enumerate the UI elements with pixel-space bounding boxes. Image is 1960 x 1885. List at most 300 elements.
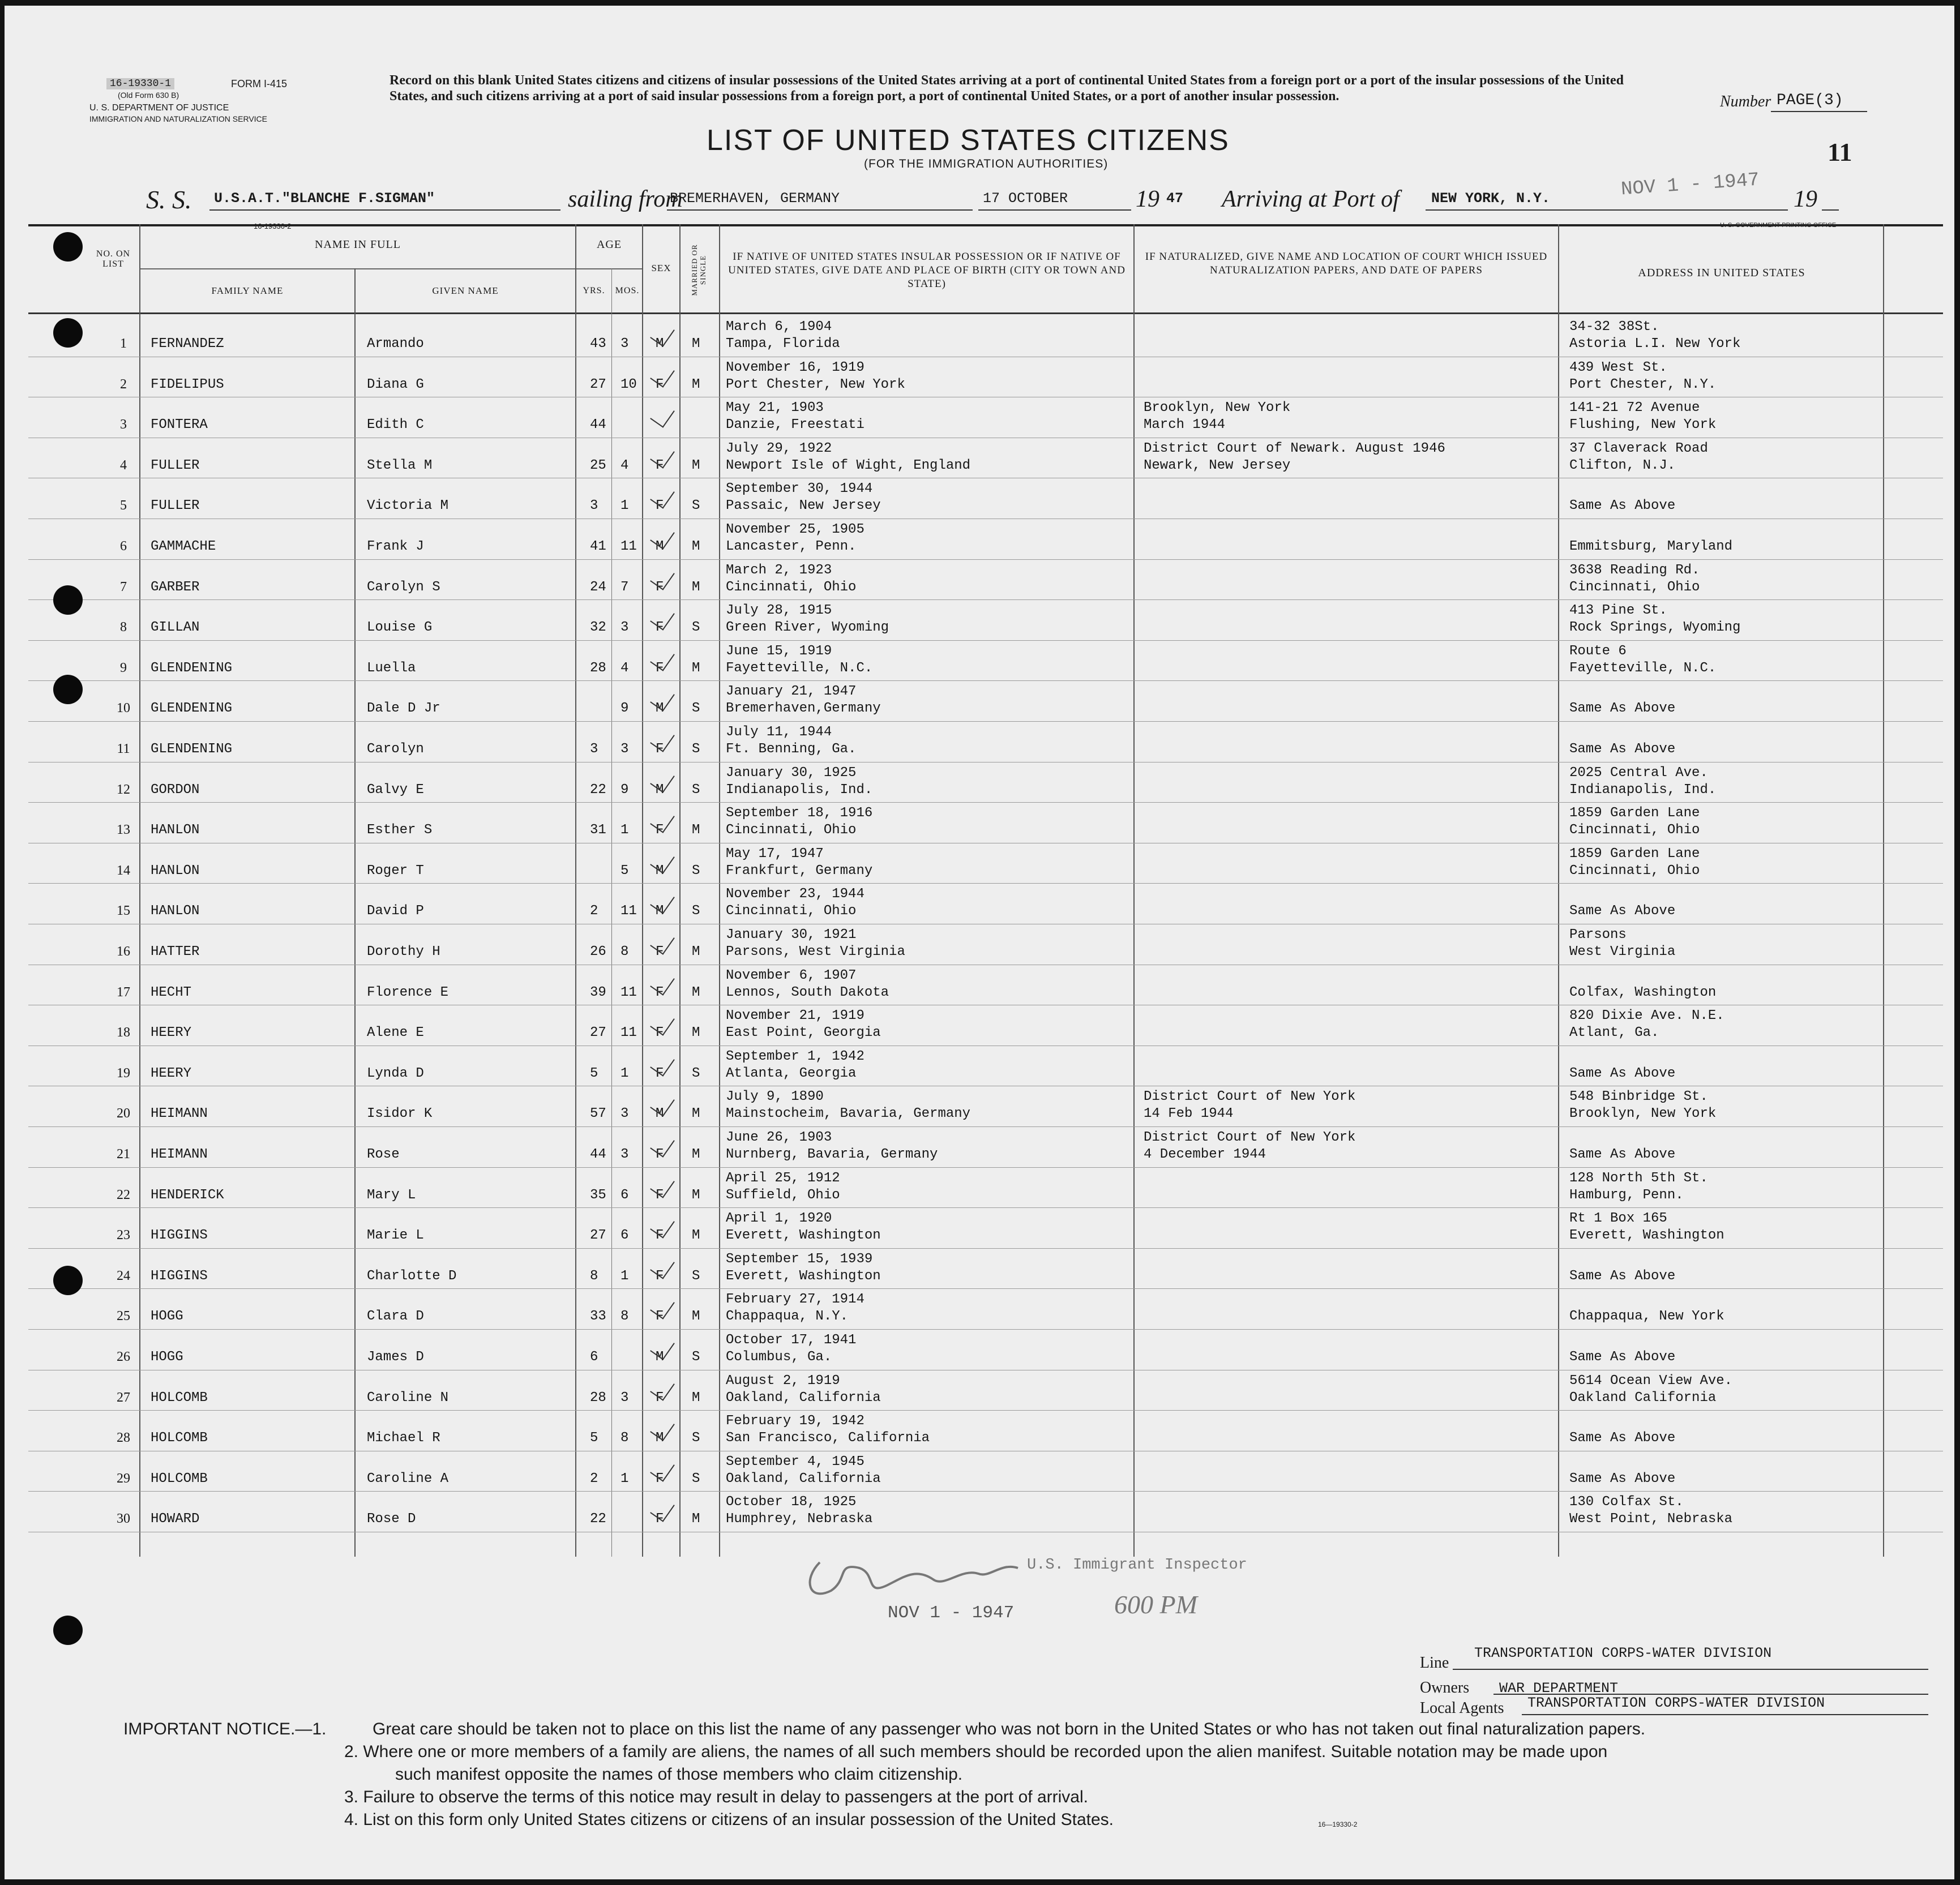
checkmark-icon	[650, 564, 675, 590]
cell-birth1: July 28, 1915	[726, 603, 832, 619]
form-number: FORM I-415	[231, 78, 288, 89]
cell-no: 24	[117, 1268, 130, 1283]
cell-birth2: East Point, Georgia	[726, 1025, 881, 1041]
cell-yrs: 27	[590, 376, 606, 392]
cell-given: Frank J	[367, 539, 424, 554]
cell-yrs: 2	[590, 903, 598, 919]
cell-sex: F	[656, 1390, 664, 1406]
checkmark-icon	[650, 1132, 675, 1158]
cell-no: 20	[117, 1106, 130, 1121]
cell-addr1: 141-21 72 Avenue	[1569, 400, 1700, 416]
cell-birth2: San Francisco, California	[726, 1430, 930, 1446]
cell-birth1: January 30, 1925	[726, 765, 857, 781]
cell-birth1: October 18, 1925	[726, 1494, 857, 1510]
cell-ms: M	[692, 1147, 700, 1162]
col-address: ADDRESS IN UNITED STATES	[1638, 267, 1805, 279]
checkmark-icon	[650, 807, 675, 833]
inspector-signature	[797, 1545, 1035, 1608]
checkmark-icon	[650, 402, 675, 428]
cell-birth1: September 1, 1942	[726, 1048, 865, 1064]
cell-birth2: Everett, Washington	[726, 1268, 881, 1284]
cell-no: 11	[117, 742, 130, 756]
cell-birth2: Atlanta, Georgia	[726, 1065, 857, 1081]
cell-yrs: 35	[590, 1187, 606, 1203]
cell-birth1: January 21, 1947	[726, 684, 857, 700]
cell-addr2: Emmitsburg, Maryland	[1569, 539, 1733, 554]
cell-given: Florence E	[367, 984, 449, 1000]
row-divider	[28, 1329, 1943, 1330]
cell-sex: M	[656, 863, 664, 879]
col-name-in-full: NAME IN FULL	[315, 238, 401, 251]
cell-yrs: 3	[590, 498, 598, 514]
checkmark-icon	[650, 767, 675, 793]
cell-sex: F	[656, 984, 664, 1000]
cell-birth1: January 30, 1921	[726, 927, 857, 942]
cell-mos: 3	[620, 1147, 629, 1162]
row-divider	[28, 1248, 1943, 1249]
cell-addr2: West Virginia	[1569, 944, 1676, 959]
checkmark-icon	[650, 605, 675, 631]
row-divider	[28, 1288, 1943, 1289]
cell-addr2: Cincinnati, Ohio	[1569, 822, 1700, 838]
cell-mos: 3	[620, 336, 629, 352]
manifest-sheet	[5, 6, 1954, 1879]
row-divider	[28, 883, 1943, 884]
cell-birth2: Mainstocheim, Bavaria, Germany	[726, 1106, 971, 1122]
cell-mos: 9	[620, 701, 629, 717]
form-code-box: 16-19330-1	[106, 78, 174, 89]
cell-addr1: 2025 Central Ave.	[1569, 765, 1708, 781]
cell-given: Roger T	[367, 863, 424, 879]
cell-mos: 4	[620, 660, 629, 676]
checkmark-icon	[650, 645, 675, 671]
checkmark-icon	[650, 1497, 675, 1523]
cell-mos: 11	[620, 539, 637, 554]
cell-birth2: Ft. Benning, Ga.	[726, 742, 857, 757]
row-divider	[28, 721, 1943, 722]
cell-addr2: West Point, Nebraska	[1569, 1511, 1733, 1527]
cell-birth1: July 29, 1922	[726, 440, 832, 456]
sailing-from: BREMERHAVEN, GERMANY	[670, 190, 840, 207]
cell-sex: F	[656, 1268, 664, 1284]
cell-addr1: 5614 Ocean View Ave.	[1569, 1373, 1733, 1389]
cell-family: HEERY	[151, 1065, 192, 1081]
cell-family: GLENDENING	[151, 701, 233, 717]
cell-ms: M	[692, 1228, 700, 1244]
cell-mos: 8	[620, 1309, 629, 1325]
cell-birth2: Indianapolis, Ind.	[726, 782, 873, 798]
cell-yrs: 22	[590, 782, 606, 798]
col-family-name: FAMILY NAME	[211, 285, 284, 296]
cell-no: 10	[117, 701, 130, 716]
cell-family: GORDON	[151, 782, 200, 798]
arrival-date-stamp: NOV 1 - 1947	[1620, 169, 1760, 201]
cell-given: Luella	[367, 660, 416, 676]
cell-no: 14	[117, 863, 130, 878]
cell-ms: S	[692, 620, 700, 636]
row-divider	[28, 1207, 1943, 1208]
cell-mos: 11	[620, 903, 637, 919]
printing-office: U. S. GOVERNMENT PRINTING OFFICE	[1720, 222, 1837, 229]
cell-birth2: Cincinnati, Ohio	[726, 903, 857, 919]
cell-sex: F	[656, 579, 664, 595]
cell-mos: 3	[620, 620, 629, 636]
cell-addr2: Fayetteville, N.C.	[1569, 660, 1717, 676]
cell-sex: F	[656, 1511, 664, 1527]
cell-birth2: Oakland, California	[726, 1471, 881, 1486]
department: U. S. DEPARTMENT OF JUSTICE	[89, 103, 229, 113]
col-mos: MOS.	[615, 286, 640, 295]
year-prefix: 19	[1136, 186, 1159, 212]
cell-ms: M	[692, 660, 700, 676]
cell-given: Alene E	[367, 1025, 424, 1041]
cell-family: HOWARD	[151, 1511, 200, 1527]
cell-yrs: 31	[590, 822, 606, 838]
punch-hole-icon	[53, 1266, 83, 1295]
cell-birth1: March 6, 1904	[726, 319, 832, 335]
cell-family: FULLER	[151, 498, 200, 514]
form-code-small: 16-19330-2	[254, 222, 292, 230]
cell-addr1: 37 Claverack Road	[1569, 440, 1708, 456]
punch-hole-icon	[53, 1616, 83, 1645]
cell-family: GARBER	[151, 579, 200, 595]
cell-sex: F	[656, 660, 664, 676]
ss-label: S. S.	[146, 185, 192, 214]
cell-yrs: 39	[590, 984, 606, 1000]
cell-sex: F	[656, 1228, 664, 1244]
cell-mos: 1	[620, 822, 629, 838]
cell-family: HOGG	[151, 1350, 183, 1365]
cell-mos: 3	[620, 742, 629, 757]
cell-yrs: 27	[590, 1228, 606, 1244]
cell-yrs: 27	[590, 1025, 606, 1041]
cell-yrs: 28	[590, 660, 606, 676]
checkmark-icon	[650, 321, 675, 347]
row-divider	[28, 640, 1943, 641]
cell-birth1: November 6, 1907	[726, 967, 857, 983]
cell-family: HEIMANN	[151, 1147, 208, 1162]
cell-family: HATTER	[151, 944, 200, 959]
cell-ms: M	[692, 984, 700, 1000]
cell-nat1: Brooklyn, New York	[1144, 400, 1291, 416]
cell-ms: M	[692, 1511, 700, 1527]
cell-addr2: Same As Above	[1569, 1065, 1676, 1081]
cell-sex: M	[656, 336, 664, 352]
page-title: LIST OF UNITED STATES CITIZENS	[707, 124, 1230, 157]
cell-given: Rose D	[367, 1511, 416, 1527]
cell-birth2: Green River, Wyoming	[726, 620, 889, 636]
cell-birth2: Suffield, Ohio	[726, 1187, 840, 1203]
cell-yrs: 2	[590, 1471, 598, 1486]
cell-family: HOLCOMB	[151, 1430, 208, 1446]
cell-family: FULLER	[151, 457, 200, 473]
checkmark-icon	[650, 1010, 675, 1036]
cell-ms: S	[692, 863, 700, 879]
cell-sex: M	[656, 782, 664, 798]
cell-birth1: July 9, 1890	[726, 1089, 824, 1105]
cell-mos: 8	[620, 944, 629, 959]
sailing-label: sailing from	[568, 186, 683, 212]
checkmark-icon	[650, 362, 675, 388]
cell-given: Victoria M	[367, 498, 449, 514]
cell-mos: 5	[620, 863, 629, 879]
cell-no: 6	[120, 539, 127, 554]
cell-yrs: 33	[590, 1309, 606, 1325]
cell-yrs: 8	[590, 1268, 598, 1284]
cell-mos: 10	[620, 376, 637, 392]
cell-addr1: Parsons	[1569, 927, 1627, 942]
cell-birth1: October 17, 1941	[726, 1333, 857, 1348]
cell-ms: S	[692, 903, 700, 919]
cell-addr1: 128 North 5th St.	[1569, 1170, 1708, 1186]
cell-mos: 1	[620, 1268, 629, 1284]
cell-birth1: November 16, 1919	[726, 359, 865, 375]
cell-yrs: 3	[590, 742, 598, 757]
cell-given: Caroline A	[367, 1471, 449, 1486]
arrival-port: NEW YORK, N.Y.	[1431, 190, 1551, 207]
cell-given: Lynda D	[367, 1065, 424, 1081]
cell-mos: 1	[620, 498, 629, 514]
row-divider	[28, 1491, 1943, 1492]
cell-given: Mary L	[367, 1187, 416, 1203]
cell-addr1: Rt 1 Box 165	[1569, 1211, 1667, 1227]
checkmark-icon	[650, 929, 675, 955]
cell-addr2: Same As Above	[1569, 903, 1676, 919]
cell-birth1: November 21, 1919	[726, 1008, 865, 1024]
cell-addr1: 130 Colfax St.	[1569, 1494, 1684, 1510]
cell-given: Carolyn S	[367, 579, 440, 595]
checkmark-icon	[650, 1253, 675, 1279]
cell-addr2: Cincinnati, Ohio	[1569, 579, 1700, 595]
punch-hole-icon	[53, 318, 83, 348]
cell-ms: M	[692, 822, 700, 838]
cell-addr1: 439 West St.	[1569, 359, 1667, 375]
punch-hole-icon	[53, 585, 83, 615]
row-divider	[28, 1167, 1943, 1168]
notice-form-code: 16—19330-2	[1318, 1820, 1358, 1828]
row-divider	[28, 680, 1943, 681]
cell-yrs: 6	[590, 1350, 598, 1365]
cell-no: 13	[117, 822, 130, 838]
cell-birth2: Newport Isle of Wight, England	[726, 457, 971, 473]
cell-yrs: 32	[590, 620, 606, 636]
cell-given: Isidor K	[367, 1106, 433, 1122]
cell-birth1: June 26, 1903	[726, 1130, 832, 1145]
page-no: 11	[1828, 138, 1852, 166]
cell-family: FIDELIPUS	[151, 376, 224, 392]
cell-addr2: Same As Above	[1569, 1430, 1676, 1446]
checkmark-icon	[650, 443, 675, 469]
cell-given: Caroline N	[367, 1390, 449, 1406]
page-subtitle: (FOR THE IMMIGRATION AUTHORITIES)	[864, 157, 1109, 170]
cell-birth2: Nurnberg, Bavaria, Germany	[726, 1147, 938, 1162]
cell-family: HOLCOMB	[151, 1471, 208, 1486]
cell-no: 28	[117, 1430, 130, 1446]
cell-birth1: February 27, 1914	[726, 1292, 865, 1308]
cell-addr2: Same As Above	[1569, 701, 1676, 717]
cell-family: FONTERA	[151, 417, 208, 433]
cell-family: HENDERICK	[151, 1187, 224, 1203]
checkmark-icon	[650, 686, 675, 712]
cell-birth2: Columbus, Ga.	[726, 1350, 832, 1365]
cell-addr1: 3638 Reading Rd.	[1569, 562, 1700, 578]
cell-yrs: 41	[590, 539, 606, 554]
cell-ms: S	[692, 498, 700, 514]
cell-family: HIGGINS	[151, 1228, 208, 1244]
service: IMMIGRATION AND NATURALIZATION SERVICE	[89, 114, 267, 123]
cell-no: 26	[117, 1350, 130, 1364]
cell-sex: F	[656, 1025, 664, 1041]
cell-birth2: Lancaster, Penn.	[726, 539, 857, 554]
cell-yrs: 5	[590, 1430, 598, 1446]
cell-ms: M	[692, 1187, 700, 1203]
checkmark-icon	[650, 970, 675, 996]
cell-addr1: 413 Pine St.	[1569, 603, 1667, 619]
cell-nat1: District Court of New York	[1144, 1130, 1356, 1145]
cell-birth1: June 15, 1919	[726, 643, 832, 659]
cell-no: 2	[120, 376, 127, 392]
cell-mos: 6	[620, 1187, 629, 1203]
cell-sex: F	[656, 944, 664, 959]
cell-family: HANLON	[151, 903, 200, 919]
cell-birth1: August 2, 1919	[726, 1373, 840, 1389]
cell-addr2: Astoria L.I. New York	[1569, 336, 1741, 352]
cell-sex: M	[656, 903, 664, 919]
checkmark-icon	[650, 1213, 675, 1239]
cell-ms: S	[692, 782, 700, 798]
cell-no: 7	[120, 579, 127, 594]
cell-no: 15	[117, 903, 130, 919]
cell-family: GLENDENING	[151, 742, 233, 757]
cell-family: HANLON	[151, 863, 200, 879]
cell-addr2: Oakland California	[1569, 1390, 1717, 1406]
col-yrs: YRS.	[583, 286, 605, 295]
checkmark-icon	[650, 1375, 675, 1401]
cell-family: HEERY	[151, 1025, 192, 1041]
cell-birth1: May 17, 1947	[726, 846, 824, 862]
cell-given: Edith C	[367, 417, 424, 433]
cell-addr2: Colfax, Washington	[1569, 984, 1717, 1000]
cell-ms: M	[692, 1106, 700, 1122]
cell-yrs: 57	[590, 1106, 606, 1122]
cell-ms: M	[692, 336, 700, 352]
cell-no: 16	[117, 944, 130, 959]
col-given-name: GIVEN NAME	[432, 285, 499, 296]
cell-birth2: Frankfurt, Germany	[726, 863, 873, 879]
cell-given: Marie L	[367, 1228, 424, 1244]
cell-addr1: 548 Binbridge St.	[1569, 1089, 1708, 1105]
checkmark-icon	[650, 1051, 675, 1077]
checkmark-icon	[650, 524, 675, 550]
checkmark-icon	[650, 483, 675, 509]
cell-addr1: 820 Dixie Ave. N.E.	[1569, 1008, 1724, 1024]
cell-ms: M	[692, 1025, 700, 1041]
cell-birth1: April 1, 1920	[726, 1211, 832, 1227]
col-age: AGE	[596, 238, 622, 251]
cell-sex: F	[656, 1147, 664, 1162]
cell-birth2: Chappaqua, N.Y.	[726, 1309, 849, 1325]
record-note: Record on this blank United States citizens and citizens of insular possessions of the United States arriving at a port of continental United States from a foreign port or a port of the insular possessions of the United States, and such citizens arriving at a port of said insular possessions from a foreign port, a port of continental United States, or a port of another insular possession.	[390, 73, 1624, 104]
cell-addr2: Flushing, New York	[1569, 417, 1717, 433]
cell-addr2: Rock Springs, Wyoming	[1569, 620, 1741, 636]
cell-addr2: Port Chester, N.Y.	[1569, 376, 1717, 392]
cell-addr2: Everett, Washington	[1569, 1228, 1724, 1244]
cell-given: Galvy E	[367, 782, 424, 798]
cell-family: HIGGINS	[151, 1268, 208, 1284]
notice-item-4: 4. List on this form only United States citizens or citizens of an insular possession of the United States.	[344, 1810, 1114, 1829]
cell-sex: M	[656, 1350, 664, 1365]
cell-family: HANLON	[151, 822, 200, 838]
cell-yrs: 25	[590, 457, 606, 473]
cell-given: Louise G	[367, 620, 433, 636]
cell-sex: M	[656, 1430, 664, 1446]
cell-birth1: September 15, 1939	[726, 1251, 873, 1267]
col-sex: SEX	[651, 263, 671, 273]
cell-mos: 3	[620, 1106, 629, 1122]
cell-ms: S	[692, 742, 700, 757]
checkmark-icon	[650, 1334, 675, 1360]
cell-ms: M	[692, 457, 700, 473]
cell-sex: F	[656, 1309, 664, 1325]
form-sub: (Old Form 630 B)	[118, 91, 179, 100]
inspection-time-note: 600 PM	[1114, 1590, 1197, 1619]
number-value: PAGE(3)	[1777, 92, 1843, 109]
punch-hole-icon	[53, 675, 83, 704]
cell-addr2: Atlant, Ga.	[1569, 1025, 1659, 1041]
cell-birth2: Humphrey, Nebraska	[726, 1511, 873, 1527]
number-label: Number	[1720, 93, 1771, 110]
cell-given: Stella M	[367, 457, 433, 473]
cell-sex: F	[656, 457, 664, 473]
cell-nat2: 4 December 1944	[1144, 1147, 1266, 1162]
cell-birth1: September 30, 1944	[726, 481, 873, 497]
year2-prefix: 19	[1794, 186, 1817, 212]
cell-no: 22	[117, 1187, 130, 1202]
cell-birth2: Fayetteville, N.C.	[726, 660, 873, 676]
cell-mos: 11	[620, 1025, 637, 1041]
cell-ms: M	[692, 539, 700, 554]
cell-given: Armando	[367, 336, 424, 352]
cell-birth1: March 2, 1923	[726, 562, 832, 578]
cell-given: Clara D	[367, 1309, 424, 1325]
cell-mos: 9	[620, 782, 629, 798]
owners-label: Owners	[1420, 1679, 1470, 1696]
cell-nat2: 14 Feb 1944	[1144, 1106, 1234, 1122]
arriving-label: Arriving at Port of	[1222, 186, 1400, 212]
cell-given: David P	[367, 903, 424, 919]
cell-ms: S	[692, 1430, 700, 1446]
agents-label: Local Agents	[1420, 1699, 1504, 1717]
cell-no: 17	[117, 984, 130, 1000]
cell-family: FERNANDEZ	[151, 336, 224, 352]
sailing-date: 17 OCTOBER	[983, 190, 1068, 207]
checkmark-icon	[650, 889, 675, 915]
notice-item-2-cont: such manifest opposite the names of those members who claim citizenship.	[395, 1765, 963, 1784]
cell-family: HOGG	[151, 1309, 183, 1325]
cell-ms: M	[692, 944, 700, 959]
cell-yrs: 5	[590, 1065, 598, 1081]
cell-ms: S	[692, 1065, 700, 1081]
cell-no: 30	[117, 1511, 130, 1527]
row-divider	[28, 599, 1943, 600]
cell-addr2: Clifton, N.J.	[1569, 457, 1676, 473]
cell-family: GLENDENING	[151, 660, 233, 676]
line-value: TRANSPORTATION CORPS-WATER DIVISION	[1474, 1645, 1772, 1661]
cell-sex: F	[656, 376, 664, 392]
cell-ms: S	[692, 1350, 700, 1365]
cell-sex: F	[656, 1065, 664, 1081]
cell-mos: 3	[620, 1390, 629, 1406]
